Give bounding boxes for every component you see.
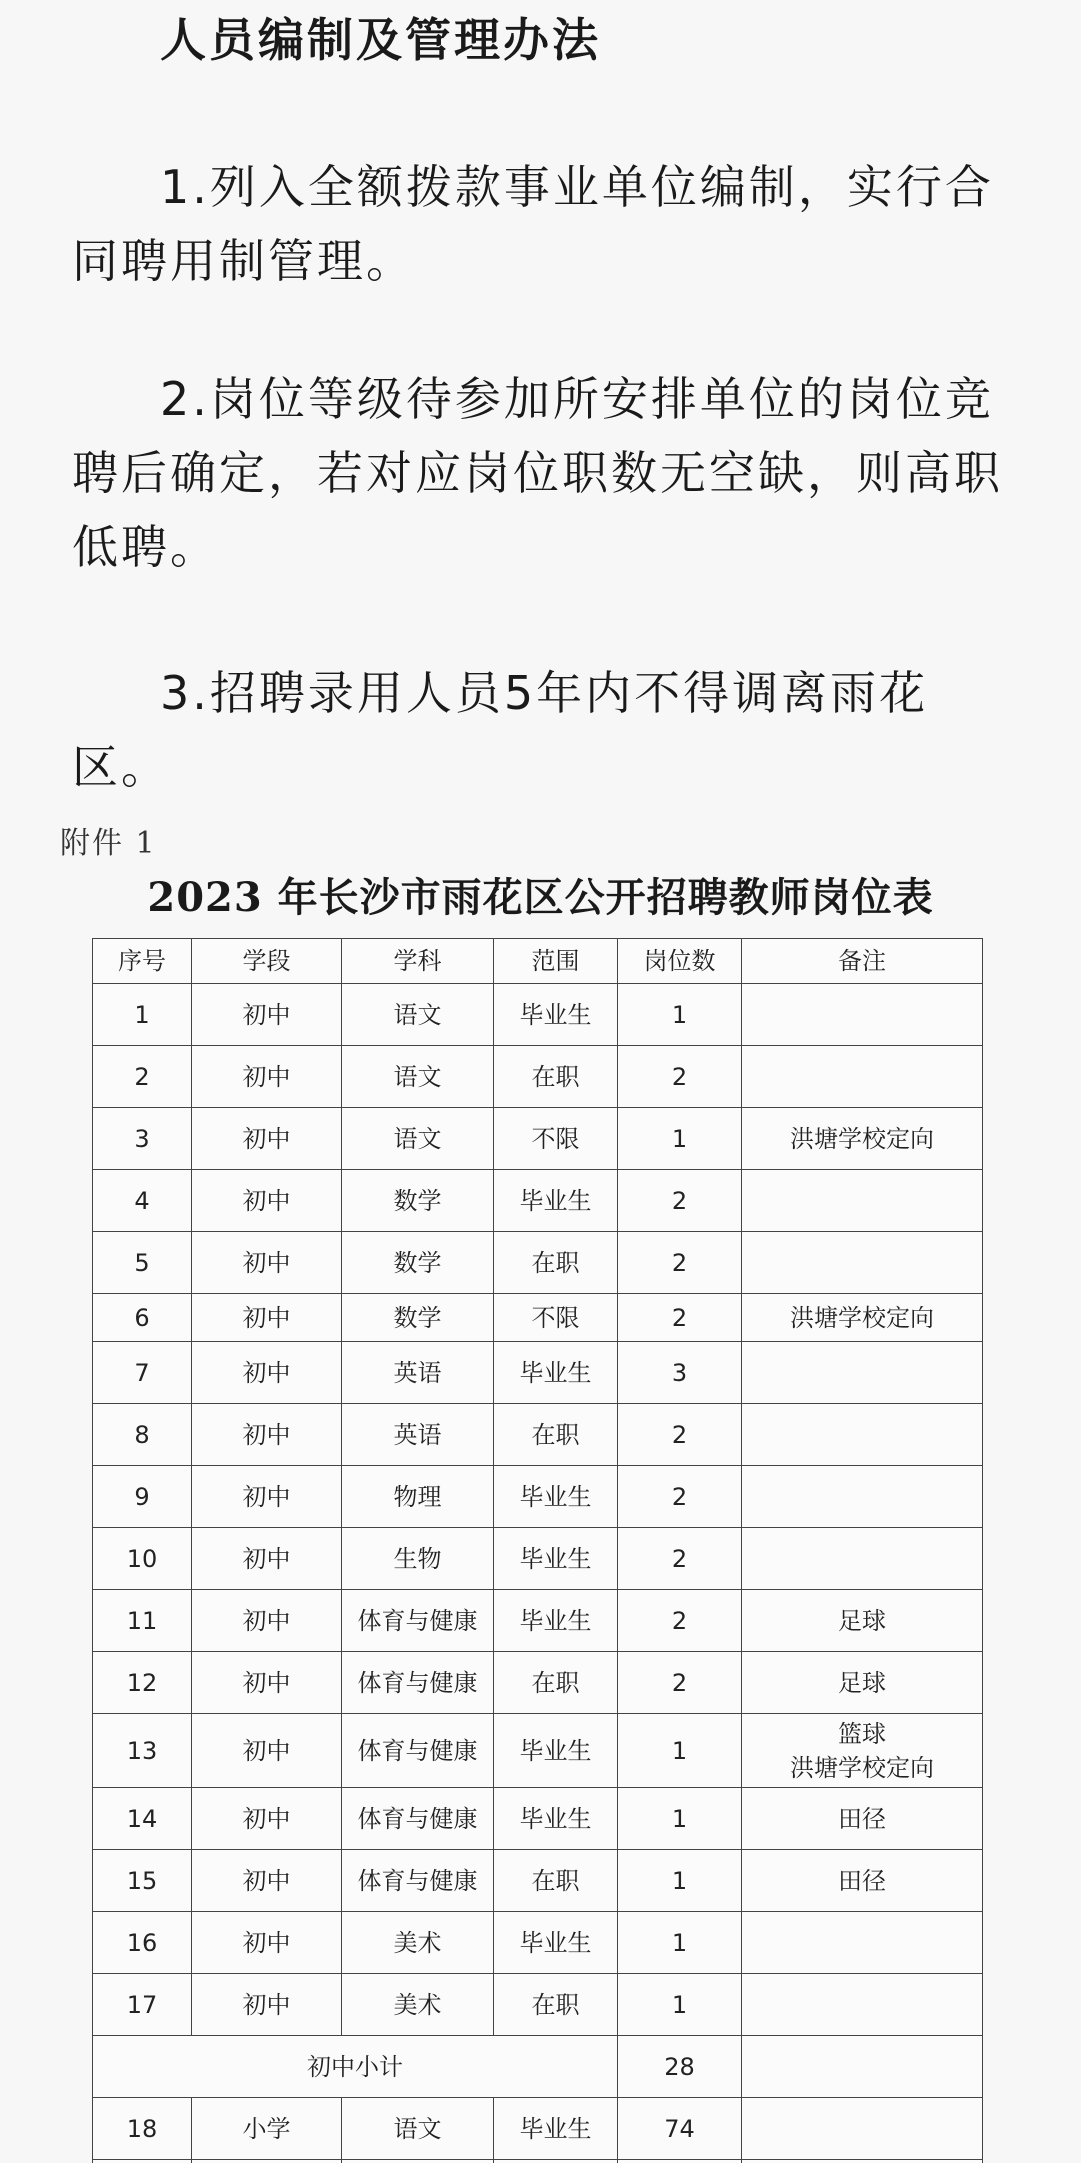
cell-scope: 毕业生 [494,1714,618,1788]
cell-count: 1 [618,1912,742,1974]
header-no: 序号 [93,939,192,984]
table-row [93,1528,983,1590]
cell-stage: 初中 [192,1404,342,1466]
cell-note: 洪塘学校定向 [742,1108,983,1170]
cell-note: 足球 [742,1652,983,1714]
cell-stage: 初中 [192,1466,342,1528]
cell-stage: 初中 [192,1294,342,1342]
cell-no: 3 [93,1108,192,1170]
table-row [93,1850,983,1912]
cell-subject: 美术 [342,1912,494,1974]
cell-count: 1 [618,984,742,1046]
cell-stage: 初中 [192,1974,342,2036]
table-row [93,1046,983,1108]
table-row [93,1170,983,1232]
cell-no: 18 [93,2098,192,2160]
cell-subject: 语文 [342,1046,494,1108]
cell-note [742,1342,983,1404]
cell-empty [93,2160,192,2163]
cell-count: 2 [618,1232,742,1294]
cell-scope: 毕业生 [494,1466,618,1528]
cell-no: 11 [93,1590,192,1652]
table-row [93,2098,983,2160]
cell-no: 6 [93,1294,192,1342]
cell-scope: 不限 [494,1108,618,1170]
cell-subject: 体育与健康 [342,1850,494,1912]
cell-stage: 初中 [192,1850,342,1912]
cell-subject: 体育与健康 [342,1788,494,1850]
subtotal-label: 初中小计 [93,2036,618,2098]
cell-no: 10 [93,1528,192,1590]
cell-scope: 毕业生 [494,1342,618,1404]
cell-no: 7 [93,1342,192,1404]
cell-count: 1 [618,1974,742,2036]
cell-scope: 毕业生 [494,1590,618,1652]
cell-stage: 初中 [192,1232,342,1294]
table-title: 2023 年长沙市雨花区公开招聘教师岗位表 [147,874,934,921]
table-row [93,1788,983,1850]
cell-count: 1 [618,1850,742,1912]
cell-count: 2 [618,1590,742,1652]
cell-count: 2 [618,1404,742,1466]
cell-subject: 美术 [342,1974,494,2036]
cell-scope: 在职 [494,1850,618,1912]
cell-no: 5 [93,1232,192,1294]
cell-empty [342,2160,494,2163]
cell-no: 1 [93,984,192,1046]
cell-subject: 英语 [342,1342,494,1404]
cell-empty [192,2160,342,2163]
table-row [93,1652,983,1714]
cell-subject: 体育与健康 [342,1590,494,1652]
cell-scope: 在职 [494,1404,618,1466]
cell-note [742,1046,983,1108]
cell-note [742,1232,983,1294]
subtotal-count: 28 [618,2036,742,2098]
header-note: 备注 [742,939,983,984]
cell-no: 15 [93,1850,192,1912]
cell-count: 2 [618,1652,742,1714]
cell-subject: 物理 [342,1466,494,1528]
cell-note [742,1974,983,2036]
table-row [93,1232,983,1294]
table-row [93,1714,983,1788]
cell-stage: 小学 [192,2098,342,2160]
cell-no: 14 [93,1788,192,1850]
cell-scope: 毕业生 [494,2098,618,2160]
cell-count: 2 [618,1466,742,1528]
cell-subject: 语文 [342,984,494,1046]
note-line-2: 洪塘学校定向 [790,1753,934,1782]
cell-note: 洪塘学校定向 [742,1294,983,1342]
cell-stage: 初中 [192,1912,342,1974]
cell-no: 16 [93,1912,192,1974]
cell-stage: 初中 [192,1528,342,1590]
paragraph-3: 3.招聘录用人员5年内不得调离雨花区。 [72,666,929,794]
table-row-partial [93,2160,983,2163]
cell-no: 17 [93,1974,192,2036]
cell-count: 1 [618,1788,742,1850]
cell-scope: 毕业生 [494,1170,618,1232]
cell-subject: 体育与健康 [342,1652,494,1714]
cell-stage: 初中 [192,1590,342,1652]
cell-scope: 毕业生 [494,1788,618,1850]
cell-no: 12 [93,1652,192,1714]
cell-subject: 英语 [342,1404,494,1466]
table-row [93,1590,983,1652]
table-row [93,1912,983,1974]
cell-empty [618,2160,742,2163]
cell-empty [742,2160,983,2163]
cell-scope: 毕业生 [494,984,618,1046]
cell-count: 74 [618,2098,742,2160]
table-row [93,1466,983,1528]
table-row [93,1108,983,1170]
header-count: 岗位数 [618,939,742,984]
cell-count: 1 [618,1108,742,1170]
header-scope: 范围 [494,939,618,984]
cell-stage: 初中 [192,1652,342,1714]
table-row [93,1974,983,2036]
header-subject: 学科 [342,939,494,984]
cell-count: 2 [618,1046,742,1108]
cell-subject: 语文 [342,1108,494,1170]
cell-stage: 初中 [192,984,342,1046]
cell-note [742,2098,983,2160]
cell-note: 足球 [742,1590,983,1652]
subtotal-note [742,2036,983,2098]
table-row [93,1294,983,1342]
cell-stage: 初中 [192,1046,342,1108]
cell-stage: 初中 [192,1788,342,1850]
cell-scope: 毕业生 [494,1912,618,1974]
cell-no: 13 [93,1714,192,1788]
cell-subject: 数学 [342,1170,494,1232]
cell-stage: 初中 [192,1714,342,1788]
cell-stage: 初中 [192,1342,342,1404]
table-row [93,984,983,1046]
cell-scope: 毕业生 [494,1528,618,1590]
section-heading: 人员编制及管理办法 [160,13,601,67]
cell-scope: 在职 [494,1652,618,1714]
cell-note [742,984,983,1046]
cell-scope: 在职 [494,1046,618,1108]
cell-subject: 数学 [342,1294,494,1342]
cell-note [742,1404,983,1466]
cell-note [742,1912,983,1974]
note-line-1: 篮球 [838,1719,886,1748]
cell-count: 1 [618,1714,742,1788]
cell-no: 4 [93,1170,192,1232]
subtotal-row [93,2036,983,2098]
attachment-label: 附件 1 [60,826,157,861]
paragraph-1: 1.列入全额拨款事业单位编制，实行合同聘用制管理。 [72,160,994,288]
cell-count: 2 [618,1294,742,1342]
paragraph-2: 2.岗位等级待参加所安排单位的岗位竞聘后确定，若对应岗位职数无空缺，则高职低聘。 [72,372,1003,574]
header-stage: 学段 [192,939,342,984]
cell-count: 2 [618,1170,742,1232]
cell-stage: 初中 [192,1170,342,1232]
table-row [93,1404,983,1466]
table-header-row [93,939,983,984]
cell-no: 8 [93,1404,192,1466]
cell-subject: 语文 [342,2098,494,2160]
cell-subject: 体育与健康 [342,1714,494,1788]
cell-no: 9 [93,1466,192,1528]
cell-note [742,1528,983,1590]
cell-note: 田径 [742,1850,983,1912]
cell-subject: 数学 [342,1232,494,1294]
cell-stage: 初中 [192,1108,342,1170]
cell-count: 3 [618,1342,742,1404]
recruitment-table [92,938,983,2163]
cell-note [742,1714,983,1788]
table-row [93,1342,983,1404]
cell-scope: 在职 [494,1232,618,1294]
cell-subject: 生物 [342,1528,494,1590]
cell-note: 田径 [742,1788,983,1850]
cell-note [742,1170,983,1232]
cell-empty [494,2160,618,2163]
cell-scope: 在职 [494,1974,618,2036]
cell-note [742,1466,983,1528]
cell-count: 2 [618,1528,742,1590]
cell-scope: 不限 [494,1294,618,1342]
cell-no: 2 [93,1046,192,1108]
